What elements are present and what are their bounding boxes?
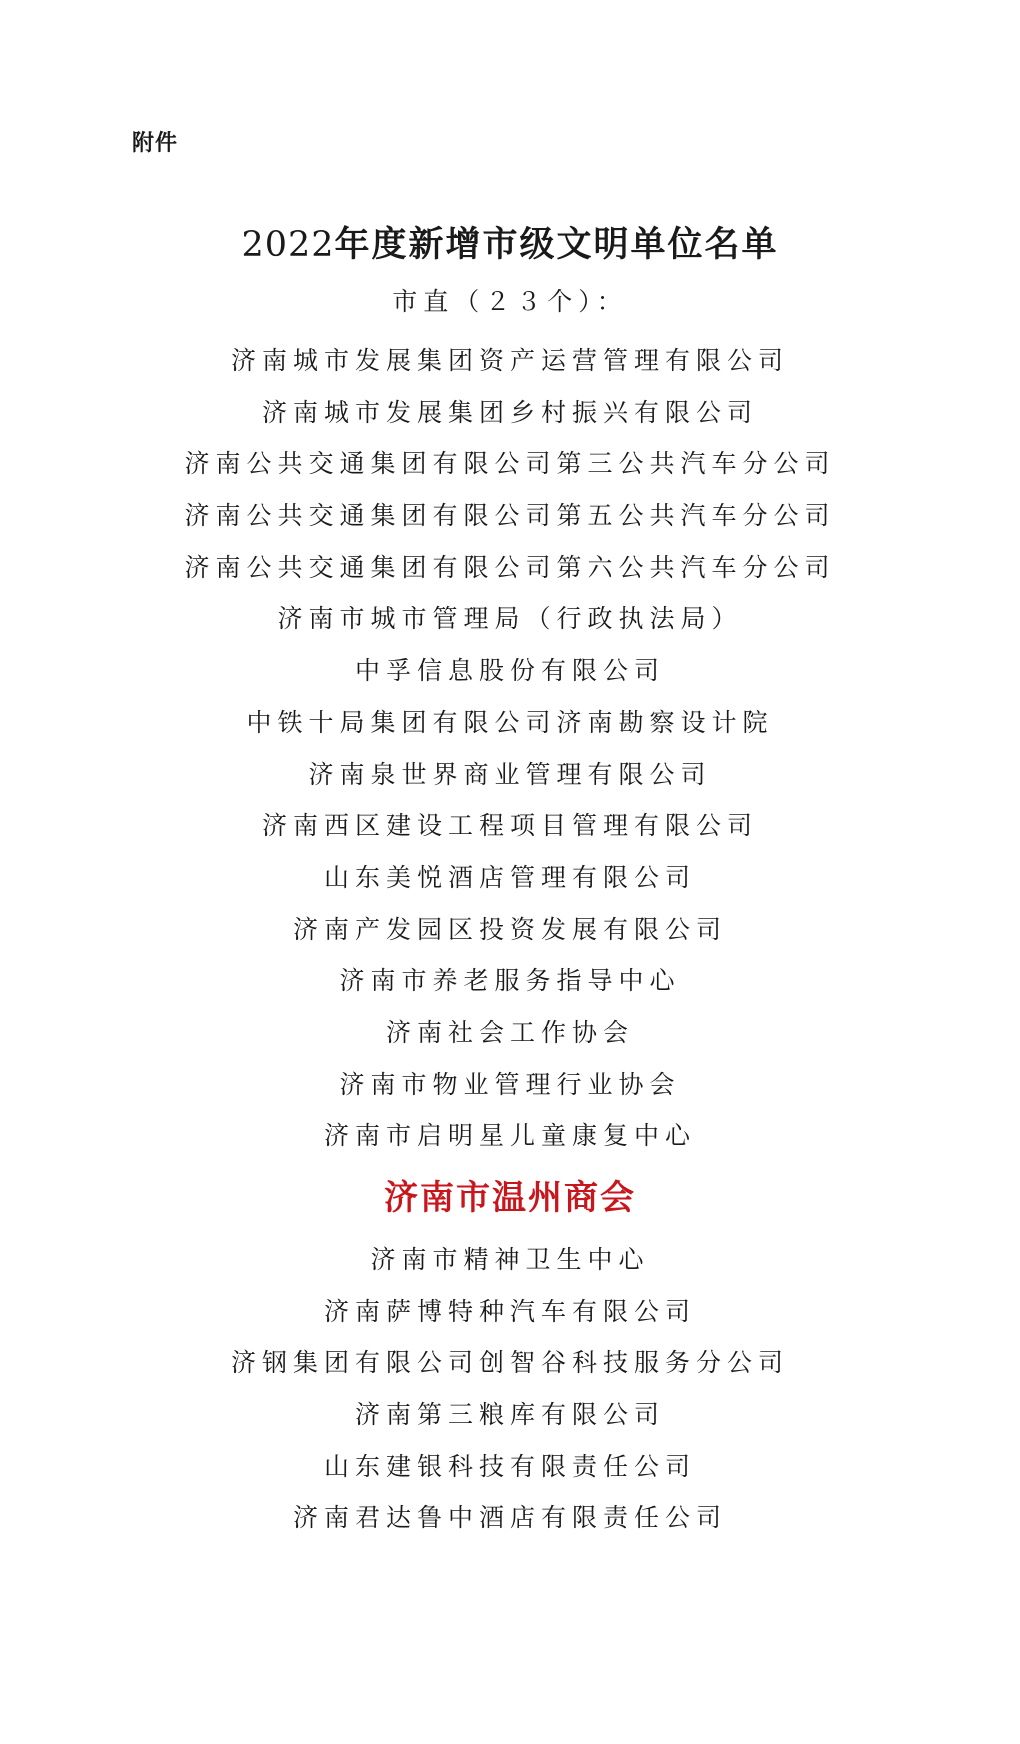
list-item: 山东美悦酒店管理有限公司 (323, 862, 696, 892)
list-item: 济南西区建设工程项目管理有限公司 (261, 811, 758, 841)
list-item: 济南泉世界商业管理有限公司 (308, 759, 712, 789)
list-item: 济南公共交通集团有限公司第六公共汽车分公司 (184, 552, 836, 582)
list-item: 济南市养老服务指导中心 (339, 966, 681, 996)
list-item: 济南市城市管理局（行政执法局） (277, 604, 743, 634)
list-item: 济南第三粮库有限公司 (354, 1400, 665, 1430)
page-title (0, 222, 1020, 268)
list-item: 山东建银科技有限责任公司 (323, 1451, 696, 1481)
list-item: 中铁十局集团有限公司济南勘察设计院 (246, 707, 774, 737)
attachment-label: 附件 (132, 131, 179, 156)
list-item: 济南社会工作协会 (385, 1017, 634, 1047)
list-item: 济南萨博特种汽车有限公司 (323, 1296, 696, 1326)
list-item: 济南城市发展集团乡村振兴有限公司 (261, 397, 758, 427)
list-item: 济南市物业管理行业协会 (339, 1069, 681, 1099)
list-item: 济南公共交通集团有限公司第五公共汽车分公司 (184, 501, 836, 531)
list-item-highlighted: 济南市温州商会 (384, 1178, 636, 1218)
list-item: 济南公共交通集团有限公司第三公共汽车分公司 (184, 449, 836, 479)
unit-list (0, 335, 1020, 1544)
title-year: 2022 (241, 225, 335, 265)
section-heading: 市直（２３个）： (392, 287, 628, 316)
list-item: 济南君达鲁中酒店有限责任公司 (292, 1503, 727, 1533)
list-item: 中孚信息股份有限公司 (354, 656, 665, 686)
list-item: 济钢集团有限公司创智谷科技服务分公司 (230, 1348, 789, 1378)
list-item: 济南市启明星儿童康复中心 (323, 1121, 696, 1151)
list-item: 济南市精神卫生中心 (370, 1245, 650, 1274)
list-item: 济南产发园区投资发展有限公司 (292, 914, 727, 944)
title-text: 年度新增市级文明单位名单 (334, 225, 779, 265)
list-item: 济南城市发展集团资产运营管理有限公司 (230, 346, 789, 375)
